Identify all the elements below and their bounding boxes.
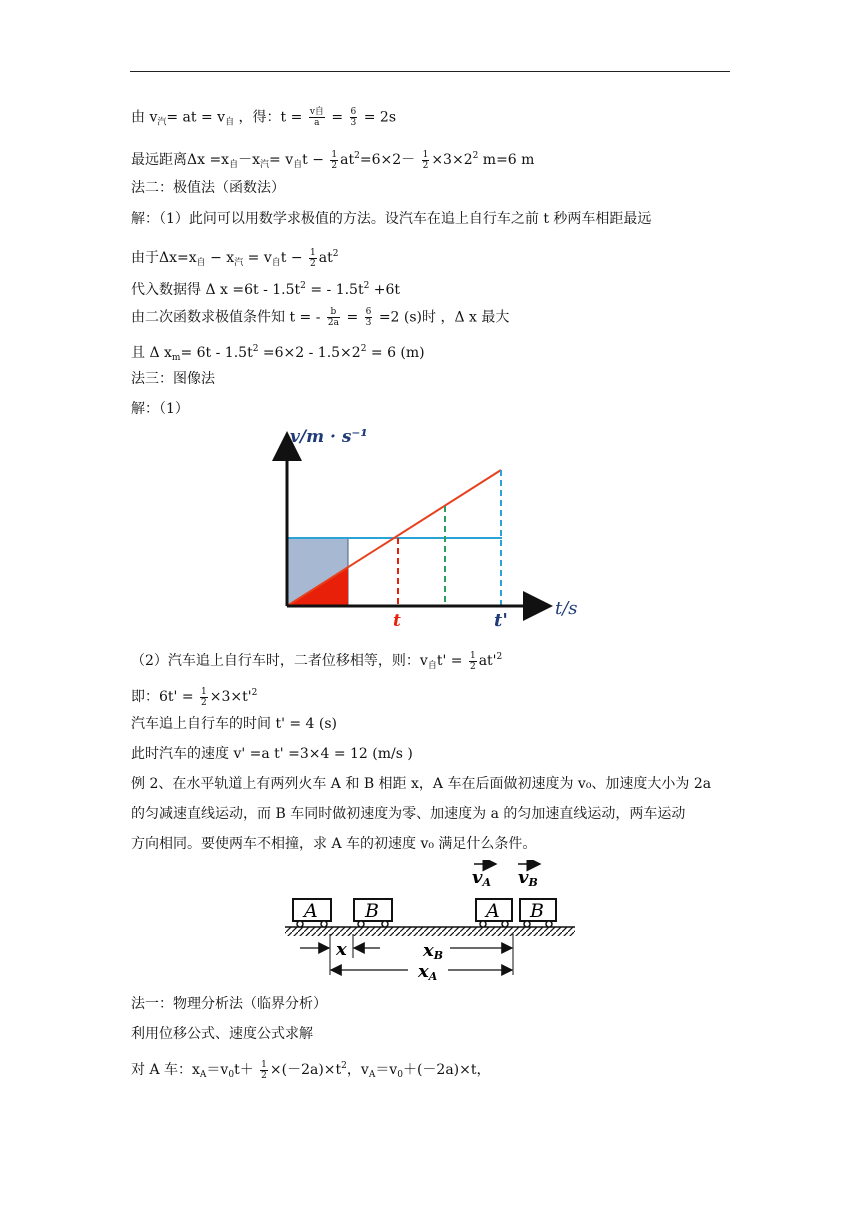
x-label: x bbox=[336, 939, 347, 960]
svg-text:B: B bbox=[365, 900, 379, 922]
text-line-6: 代入数据得 Δ $x =6t - 1.5t^2$ = - $1.5t^2 +6t$ bbox=[131, 281, 401, 298]
y-axis-label: v/m · s⁻¹ bbox=[290, 427, 368, 447]
t-label: t bbox=[393, 611, 401, 630]
xb-label: xB bbox=[423, 940, 444, 962]
velocity-b-label bbox=[518, 864, 540, 889]
text-line-20: 对 A 车：$x_A=v_0t+$ $\frac{1}{2}$ $\times(-2a)\times t^2$，$v_A=v_0+(-2a)\times t$， bbox=[131, 1059, 491, 1081]
car-a-end bbox=[476, 899, 512, 927]
text-line-12: 即：6t' = $\frac{1}{2}$ $\times 3\times t'^2$ bbox=[131, 686, 258, 708]
text-line-17: 方向相同。要使两车不相撞，求 A 车的初速度 v₀ 满足什么条件。 bbox=[131, 836, 537, 852]
text-line-10: 解：（1） bbox=[131, 401, 189, 417]
text-line-15: 例 2、在水平轨道上有两列火车 A 和 B 相距 x，A 车在后面做初速度为 v₀、加速度大小为 2a bbox=[131, 776, 712, 792]
fraction: $\frac{b}{2a}$ bbox=[327, 307, 339, 328]
train-diagram bbox=[280, 860, 580, 985]
car-b-start bbox=[354, 899, 392, 927]
car-b-end bbox=[520, 899, 556, 927]
velocity-a-label bbox=[472, 864, 496, 889]
fraction: $\frac{1}{2}$ bbox=[310, 247, 316, 269]
fraction: $\frac{6}{3}$ bbox=[350, 107, 357, 128]
text-line-9: 法三：图像法 bbox=[131, 371, 215, 387]
text-line-14: 此时汽车的速度 v' =a t' =3×4 = 12 (m/s ) bbox=[131, 746, 413, 762]
text-line-16: 的匀减速直线运动，而 B 车同时做初速度为零、加速度为 a 的匀加速直线运动，两车运动 bbox=[131, 806, 686, 822]
text-line-7: 由二次函数求极值条件知 t = - $\frac{b}{2a}$ = $\frac{6}{3}$ =2 (s)时 ，Δ x 最大 bbox=[131, 307, 510, 328]
text-line-5: 由于$\Delta x=x_自 - x_汽 = v_自t$ − $\frac{1}{2}$ $at^2$ bbox=[131, 247, 339, 269]
ground-hatch bbox=[285, 927, 575, 936]
svg-text:vA: vA bbox=[472, 867, 492, 889]
text-line-8: 且 Δ $x_m= 6t - 1.5t^2 =6\times 2 - 1.5\times 2^2 = 6$ (m) bbox=[131, 344, 425, 363]
svg-text:A: A bbox=[486, 900, 500, 922]
text-line-2: 最远距离$\Delta x =x_自-x_汽= v_自t$ − $\frac{1}{2}$ $at^2=6\times 2-$ $\frac{1}{2}$ $\times 3\times 2^2$ m=6 m bbox=[131, 149, 535, 171]
fraction: $\frac{6}{3}$ bbox=[365, 307, 372, 328]
text-line-19: 利用位移公式、速度公式求解 bbox=[131, 1026, 313, 1042]
fraction: $\frac{1}{2}$ bbox=[469, 650, 476, 672]
svg-text:vB: vB bbox=[518, 867, 538, 889]
fraction: $\frac{1}{2}$ bbox=[201, 686, 207, 708]
text-line-1: 由 $v_汽=$ at = $v_自$ ，得：t = $\frac{\text{v自}}{a}$ = $\frac{6}{3}$ = 2s bbox=[131, 107, 397, 128]
text-line-13: 汽车追上自行车的时间 t' = 4 (s) bbox=[131, 716, 338, 732]
text-line-3: 法二：极值法（函数法） bbox=[131, 180, 285, 196]
text-line-4: 解：（1）此问可以用数学求极值的方法。设汽车在追上自行车之前 t 秒两车相距最远 bbox=[131, 211, 652, 227]
xa-label: xA bbox=[418, 961, 438, 983]
x-axis-label: t/s bbox=[555, 598, 578, 619]
header-rule bbox=[130, 71, 730, 72]
fraction: $\frac{\text{v自}}{a}$ bbox=[309, 107, 324, 128]
t-prime-label: t' bbox=[494, 610, 508, 630]
vt-graph bbox=[260, 420, 590, 630]
svg-text:A: A bbox=[304, 900, 318, 922]
car-a-start bbox=[293, 899, 331, 927]
text-line-11: （2）汽车追上自行车时，二者位移相等，则：$v_自t'$ = $\frac{1}{2}$ $at'^2$ bbox=[131, 650, 503, 672]
text-line-18: 法一：物理分析法（临界分析） bbox=[131, 996, 327, 1012]
fraction: $\frac{1}{2}$ bbox=[261, 1059, 267, 1081]
svg-text:B: B bbox=[530, 900, 544, 922]
fraction: $\frac{1}{2}$ bbox=[331, 149, 338, 171]
fraction: $\frac{1}{2}$ bbox=[422, 149, 429, 171]
